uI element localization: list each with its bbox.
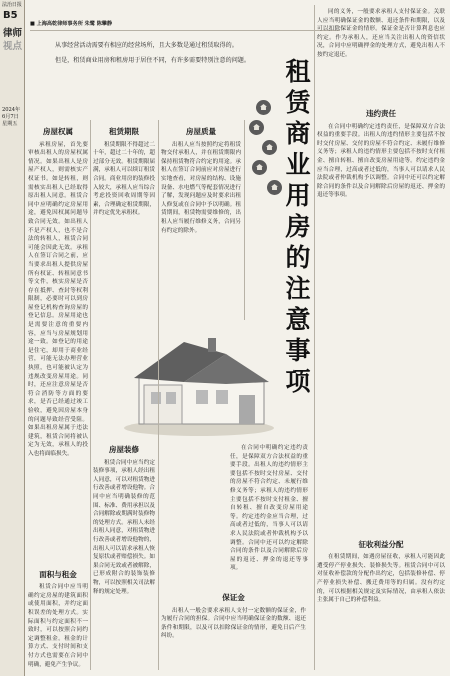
section-title: 征收利益分配 [358,539,404,549]
lead: 从事经营活动需要有相应的经营场所，且大多数是通过租赁取得的。 但是，租赁商业用房和租房用于居住不同，有许多需要特别注意的问题。 [55,42,250,64]
house-icon [249,120,264,135]
section-title: 租赁期限 [109,127,139,136]
section-title: 违约责任 [366,109,396,118]
house-icon [267,180,282,195]
column-b-lower [93,440,155,669]
section-body: 租赁合同中应当约定装修事项，承租人经出租人同意，可以对租赁物进行改善或者增设他物。合同中应当明确装修的范围、标准、费用承担以及合同解除或期满时装修物的处理方式。承租人未经出租人同意，对租赁物进行改善或者增设他物的，出租人可以请求承租人恢复原状或者赔偿损失。如果合同无效或者被解除，已形成附合的装饰装修物，可以按照相关司法解释的规定处理。 [93,459,155,595]
section-body: 租赁合同中应当明确约定房屋的建筑面积或使用面积，并约定面积误差的处理方式。实际面积与约定面积不一致时，可以按照合同约定调整租金。租金的计算方式、支付时间和支付方式也需要在合同中明确，避免产生争议。 [28,584,88,668]
house-photo [114,320,284,438]
house-icon [256,100,271,115]
section-title: 房屋装修 [109,445,139,454]
section-body: 在合同中明确约定违约责任，是保障双方合法权益的重要手段。出租人的违约情形主要包括不按时交付房屋、交付的房屋不符合约定、未履行维修义务等；承租人的违约情形主要包括不按时支付租金、擅自转租、擅自改变房屋用途等。约定违约金应当合理，过高或者过低的，当事人可以请求人民法院或者仲裁机构予以调整。合同中还可以约定解除合同的条件以及合同解除后房屋的返还、押金的退还等事项。 [230,445,308,572]
date-day: 6月7日 [2,114,19,120]
house-icon [252,160,267,175]
paper-name: 法治日报 [2,2,22,8]
column-a [28,122,88,668]
section-body: 在租赁期间，如遇房屋征收，承租人可能因此遭受停产停业损失、装修损失等。租赁合同中可以对征收补偿款的分配作出约定，包括装修补偿、停产停业损失补偿、搬迁费用等的归属。没有约定的，可以根据相关规定及实际情况，由承租人依法主张属于自己的补偿利益。 [317,554,445,604]
section-title: 房屋权属 [43,127,73,136]
house-icon [262,140,277,155]
byline: ■ 上海高乾律师事务所 朱鹭 陈攀静 [30,21,113,27]
date-year: 2024年 [2,107,21,113]
section-body: 出租人应当按照约定将租赁物交付承租人，并在租赁期限内保持租赁物符合约定的用途。承租人在签订合同前应对房屋进行实地查看，对房屋的结构、设施设备、水电燃气等配套情况进行了解，发现问题应及时要求出租人修复或在合同中予以明确。租赁期间，租赁物需要维修的，出租人应当履行维修义务，合同另有约定的除外。 [161,141,241,234]
column-label-2: 视点 [3,41,23,52]
section-code: B5 [3,10,18,21]
section-body: 租赁期限不得超过二十年，超过二十年的，超过部分无效。租赁期限届满，承租人可以续订租赁合同。商业用房的装修投入较大，承租人应当综合考虑投资回收周期等因素，合理确定租赁期限，并约定优先承租权。 [93,141,155,217]
column-d-upper [230,444,308,574]
weekday: 星期五 [2,121,18,127]
section-body: 出租人一般会要求承租人支付一定数额的保证金，作为履行合同的担保。合同中应当明确保证金的数额、退还条件和期限，以及可以扣除保证金的情形，避免日后产生纠纷。 [161,607,306,640]
square-icon: ■ [30,21,37,27]
section-body: 在合同中明确约定违约责任，是保障双方合法权益的重要手段。出租人的违约情形主要包括不按时交付房屋、交付的房屋不符合约定、未履行维修义务等；承租人的违约情形主要包括不按时支付租金、擅自转租、擅自改变房屋用途等。约定违约金应当合理，过高或者过低的，当事人可以请求人民法院或者仲裁机构予以调整。合同中还可以约定解除合同的条件以及合同解除后房屋的返还、押金的退还等事项。 [317,123,445,199]
section-body: 承租房屋，首先要审核出租人的房屋权属情况。如果出租人是房屋产权人，则需核实产权证书。如是转租，则需核实出租人已经取得原出租人同意。租赁合同中应明确约定房屋用途，避免因权属问题导致合同无效。如出租人不是产权人，也不是合法的转租人，租赁合同可能会因此无效。承租人在签订合同之前，应当要求出租人提供房屋所有权证、转租同意书等文件，核实房屋是否存在抵押、查封等权利限制，必要时可以到房屋登记机构查询房屋的登记信息。房屋用途也是需要注意的重要内容，应当与房屋规划用途一致。如登记的用途是住宅，却用于商业经营，可能无法办理营业执照，也可能被认定为违规改变房屋用途。同时，还应注意房屋是否符合消防等方面的要求，是否已经通过竣工验收，避免因房屋本身的问题导致经营受阻。如果出租房屋属于违法建筑，租赁合同将被认定为无效，承租人的投入也将面临损失。 [28,141,88,457]
masthead-strip [0,0,25,676]
section-title: 房屋质量 [186,127,216,136]
column-e [317,8,445,649]
column-c [161,122,241,329]
column-b [93,122,155,327]
section-body: 同的义务，一般要求承租人支付保证金。关联人应当明确保证金的数额、退还条件和期限，以及可以扣除保证金的情形。保证金是否计算利息也应约定。作为承租人，还应当关注出租人的资信状况，合同中应明确押金的处理方式，避免出租人不按约定退还。 [317,9,445,58]
section-title: 面积与租金 [39,569,77,579]
headline: 租赁商业用房的注意事项 [285,57,311,396]
column-label-1: 律师 [3,28,23,39]
section-title: 保证金 [222,593,245,602]
